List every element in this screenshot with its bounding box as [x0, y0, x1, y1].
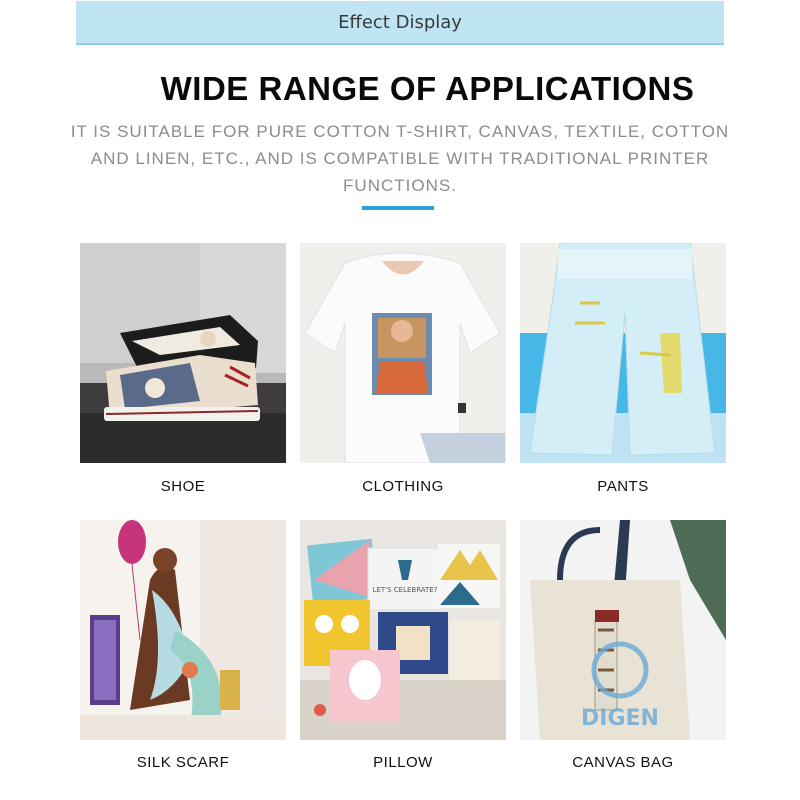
- caption-pillow: PILLOW: [373, 754, 433, 771]
- pillow-print-text: LET'S CELEBRATE?: [372, 586, 438, 594]
- caption-canvas-bag: CANVAS BAG: [572, 754, 674, 771]
- description-text: IT IS SUITABLE FOR PURE COTTON T-SHIRT, CANVAS, TEXTILE, COTTON AND LINEN, ETC., AND IS COMPATIBLE WITH TRADITIONAL PRINTER FUNCTIONS.: [70, 122, 730, 195]
- shoe-image: [80, 243, 286, 463]
- section-banner: [76, 1, 724, 45]
- canvas-bag-image: [520, 520, 726, 740]
- pants-image: [520, 243, 726, 463]
- accent-divider: [362, 206, 434, 210]
- pillow-image: [300, 520, 506, 740]
- caption-pants: PANTS: [597, 478, 649, 495]
- silk-scarf-image: [80, 520, 286, 740]
- watermark-text: DIGEN: [581, 706, 659, 731]
- banner-label: Effect Display: [338, 11, 462, 33]
- caption-shoe: SHOE: [160, 478, 206, 495]
- caption-silk-scarf: SILK SCARF: [136, 754, 230, 771]
- clothing-image: [300, 243, 506, 463]
- page-title: WIDE RANGE OF APPLICATIONS: [160, 70, 695, 107]
- caption-clothing: CLOTHING: [362, 478, 444, 495]
